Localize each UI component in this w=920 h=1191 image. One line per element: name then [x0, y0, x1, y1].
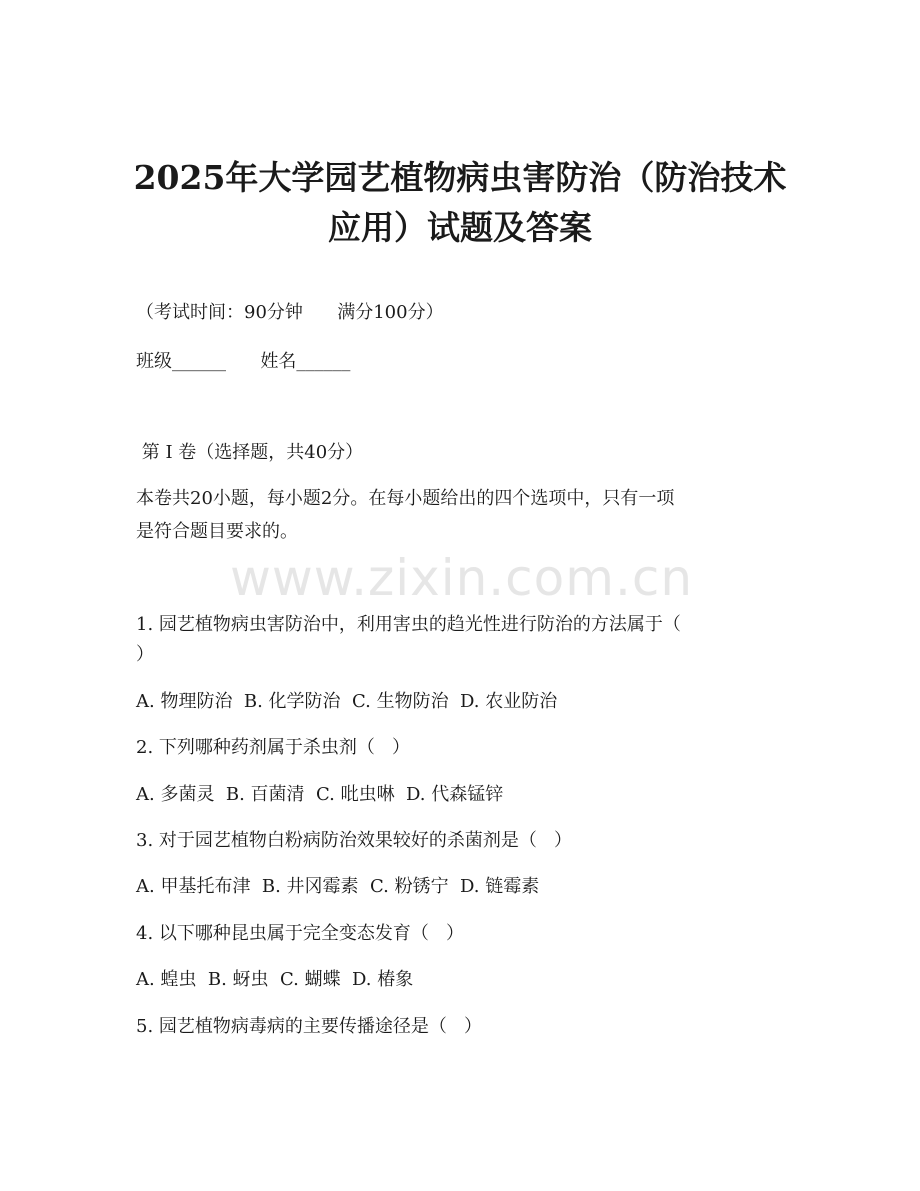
question-4-stem: 4. 以下哪种昆虫属于完全变态发育（ ） [136, 923, 465, 944]
exam-info: （考试时间：90分钟 满分100分） [136, 302, 444, 323]
instructions-line-1: 本卷共20小题，每小题2分。在每小题给出的四个选项中，只有一项 [136, 488, 675, 509]
question-5-stem: 5. 园艺植物病毒病的主要传播途径是（ ） [136, 1016, 483, 1037]
section-heading: 第 I 卷（选择题，共40分） [136, 442, 364, 463]
question-1-options: A. 物理防治 B. 化学防治 C. 生物防治 D. 农业防治 [136, 691, 558, 712]
class-name-fields: 班级______ 姓名______ [136, 351, 351, 372]
question-1-stem-line-2: ） [136, 644, 154, 665]
document-title-line-2: 应用）试题及答案 [328, 208, 592, 247]
question-1-stem-line-1: 1. 园艺植物病虫害防治中，利用害虫的趋光性进行防治的方法属于（ [136, 614, 681, 635]
question-4-options: A. 蝗虫 B. 蚜虫 C. 蝴蝶 D. 椿象 [136, 969, 414, 990]
question-2-options: A. 多菌灵 B. 百菌清 C. 吡虫啉 D. 代森锰锌 [136, 784, 504, 805]
document-title-line-1: 2025年大学园艺植物病虫害防治（防治技术 [133, 158, 787, 197]
question-3-options: A. 甲基托布津 B. 井冈霉素 C. 粉锈宁 D. 链霉素 [136, 876, 540, 897]
watermark: www.zixin.com.cn [230, 549, 694, 607]
question-3-stem: 3. 对于园艺植物白粉病防治效果较好的杀菌剂是（ ） [136, 830, 573, 851]
instructions-line-2: 是符合题目要求的。 [136, 521, 298, 542]
question-2-stem: 2. 下列哪种药剂属于杀虫剂（ ） [136, 737, 411, 758]
